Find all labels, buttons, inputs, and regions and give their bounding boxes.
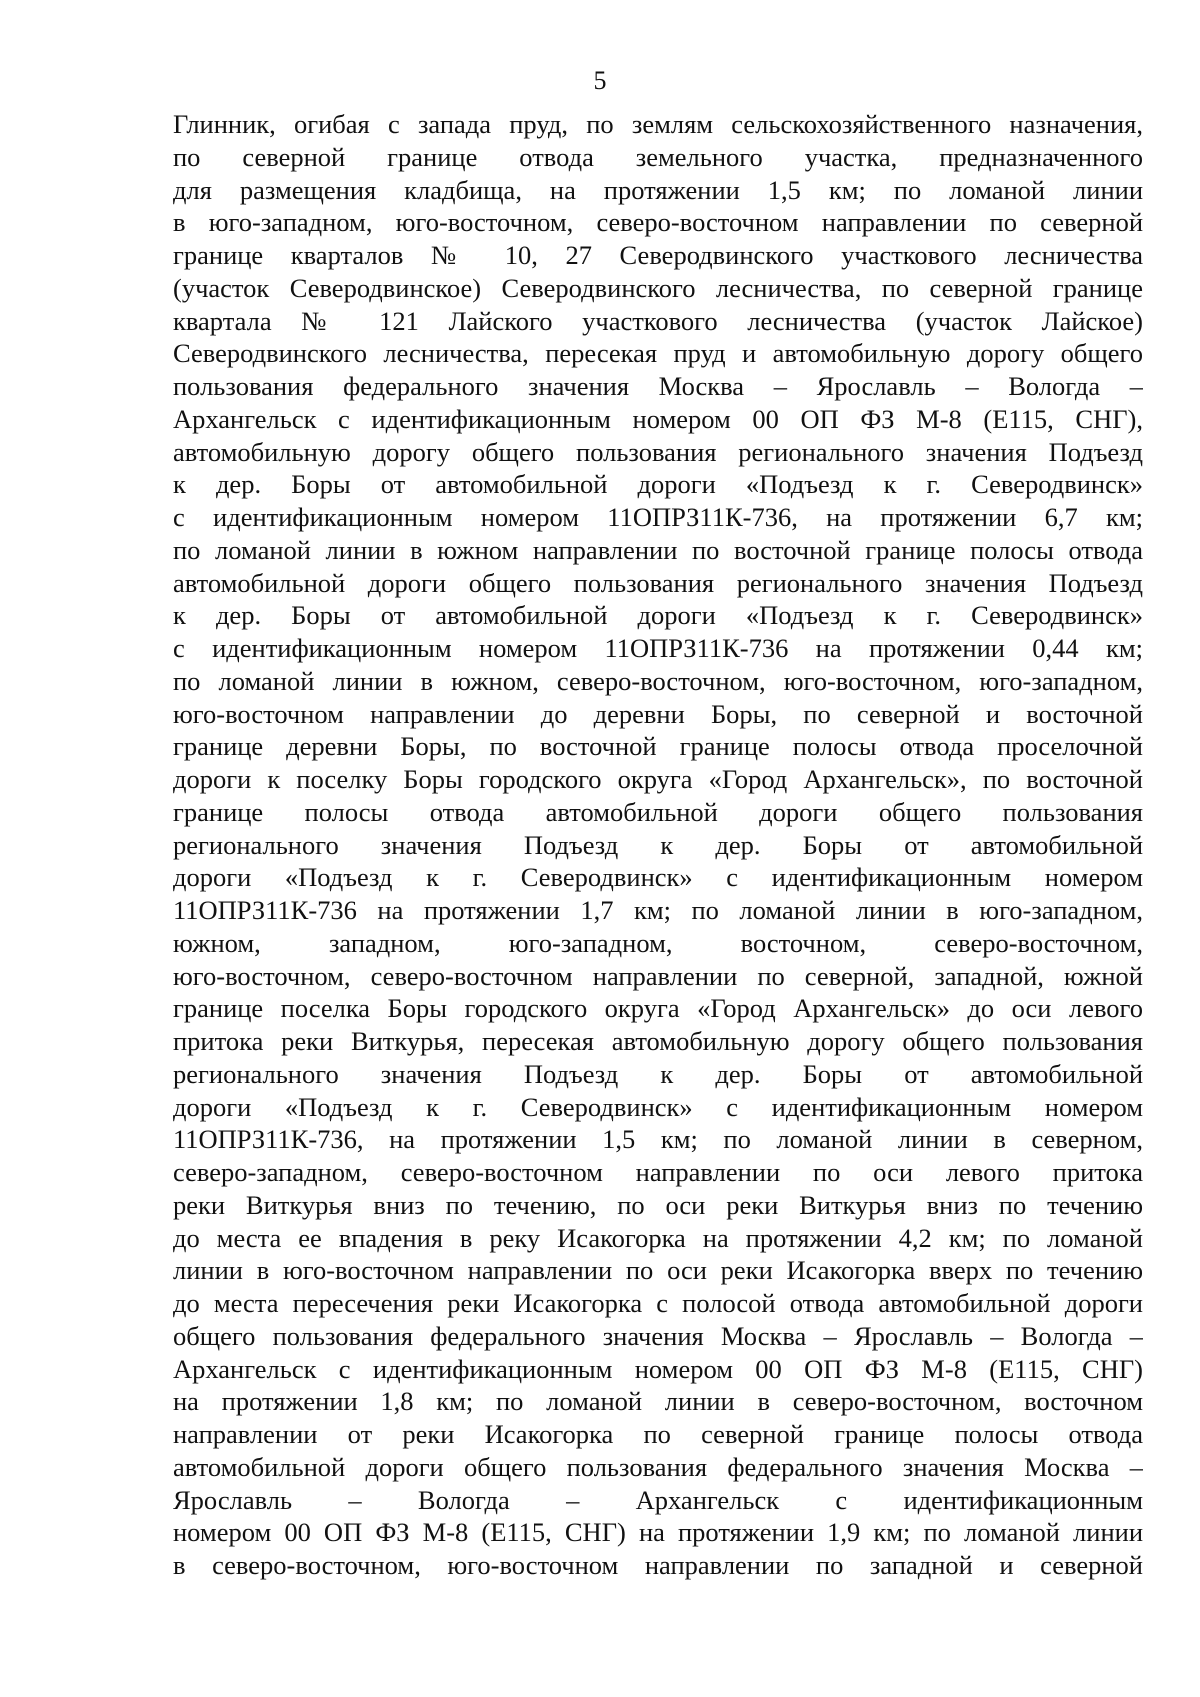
- text-line: южном, западном, юго-западном, восточном, северо-восточном,: [173, 927, 1143, 958]
- text-line: юго-восточном, северо-восточном направлении по северной, западной, южной: [173, 960, 1143, 991]
- text-line: реки Виткурья вниз по течению, по оси реки Виткурья вниз по течению: [173, 1189, 1143, 1220]
- text-line: дороги «Подъезд к г. Северодвинск» с идентификационным номером: [173, 862, 1143, 893]
- text-line: регионального значения Подъезд к дер. Боры от автомобильной: [173, 1058, 1143, 1089]
- text-line: 11ОПРЗ11К-736, на протяжении 1,5 км; по ломаной линии в северном,: [173, 1124, 1143, 1155]
- text-line: до места ее впадения в реку Исакогорка на протяжении 4,2 км; по ломаной: [173, 1222, 1143, 1253]
- text-line: границе кварталов № 10, 27 Северодвинского участкового лесничества: [173, 240, 1143, 270]
- text-line: в северо-восточном, юго-восточном направлении по западной и северной: [173, 1550, 1143, 1580]
- text-line: границе деревни Боры, по восточной границе полосы отвода проселочной: [173, 731, 1143, 762]
- text-line: с идентификационным номером 11ОПРЗ11К-736 на протяжении 0,44 км;: [173, 633, 1143, 663]
- text-line: автомобильную дорогу общего пользования регионального значения Подъезд: [173, 436, 1143, 467]
- text-line: (участок Северодвинское) Северодвинского лесничества, по северной границе: [173, 272, 1143, 303]
- text-line: Северодвинского лесничества, пересекая пруд и автомобильную дорогу общего: [173, 338, 1143, 369]
- text-line: для размещения кладбища, на протяжении 1,5 км; по ломаной линии: [173, 174, 1143, 205]
- text-line: дороги «Подъезд к г. Северодвинск» с идентификационным номером: [173, 1091, 1143, 1122]
- text-line: юго-восточном направлении до деревни Боры, по северной и восточной: [173, 698, 1143, 729]
- text-line: на протяжении 1,8 км; по ломаной линии в северо-восточном, восточном: [173, 1386, 1143, 1417]
- text-line: общего пользования федерального значения Москва – Ярославль – Вологда –: [173, 1320, 1143, 1351]
- text-line: границе поселка Боры городского округа «Город Архангельск» до оси левого: [173, 993, 1143, 1024]
- text-line: Ярославль – Вологда – Архангельск с идентификационным: [173, 1484, 1143, 1515]
- text-line: притока реки Виткурья, пересекая автомобильную дорогу общего пользования: [173, 1026, 1143, 1056]
- text-line: северо-западном, северо-восточном направлении по оси левого притока: [173, 1157, 1143, 1187]
- text-line: номером 00 ОП ФЗ М-8 (Е115, СНГ) на протяжении 1,9 км; по ломаной линии: [173, 1517, 1143, 1548]
- text-line: до места пересечения реки Исакогорка с полосой отвода автомобильной дороги: [173, 1288, 1143, 1318]
- text-line: автомобильной дороги общего пользования федерального значения Москва –: [173, 1451, 1143, 1482]
- text-line: Глинник, огибая с запада пруд, по землям сельскохозяйственного назначения,: [173, 109, 1143, 139]
- text-line: по ломаной линии в южном направлении по восточной границе полосы отвода: [173, 534, 1143, 565]
- document-body: [173, 108, 1143, 1582]
- text-line: в юго-западном, юго-восточном, северо-восточном направлении по северной: [173, 207, 1143, 238]
- text-line: квартала № 121 Лайского участкового лесничества (участок Лайское): [173, 305, 1143, 336]
- text-line: по северной границе отвода земельного участка, предназначенного: [173, 141, 1143, 172]
- text-line: границе полосы отвода автомобильной дороги общего пользования: [173, 796, 1143, 827]
- text-line: к дер. Боры от автомобильной дороги «Подъезд к г. Северодвинск»: [173, 469, 1143, 500]
- text-line: регионального значения Подъезд к дер. Боры от автомобильной: [173, 829, 1143, 860]
- text-line: пользования федерального значения Москва – Ярославль – Вологда –: [173, 371, 1143, 401]
- text-line: направлении от реки Исакогорка по северной границе полосы отвода: [173, 1419, 1143, 1449]
- text-line: 11ОПРЗ11К-736 на протяжении 1,7 км; по ломаной линии в юго-западном,: [173, 895, 1143, 925]
- text-line: Архангельск с идентификационным номером 00 ОП ФЗ М-8 (Е115, СНГ): [173, 1353, 1143, 1384]
- text-line: дороги к поселку Боры городского округа «Город Архангельск», по восточной: [173, 764, 1143, 794]
- text-line: автомобильной дороги общего пользования регионального значения Подъезд: [173, 567, 1143, 598]
- page-number: 5: [593, 66, 607, 95]
- text-line: Архангельск с идентификационным номером 00 ОП ФЗ М-8 (Е115, СНГ),: [173, 403, 1143, 434]
- text-line: линии в юго-восточном направлении по оси реки Исакогорка вверх по течению: [173, 1255, 1143, 1286]
- text-line: с идентификационным номером 11ОПРЗ11К-736, на протяжении 6,7 км;: [173, 502, 1143, 532]
- text-line: по ломаной линии в южном, северо-восточном, юго-восточном, юго-западном,: [173, 665, 1143, 696]
- text-line: к дер. Боры от автомобильной дороги «Подъезд к г. Северодвинск»: [173, 600, 1143, 631]
